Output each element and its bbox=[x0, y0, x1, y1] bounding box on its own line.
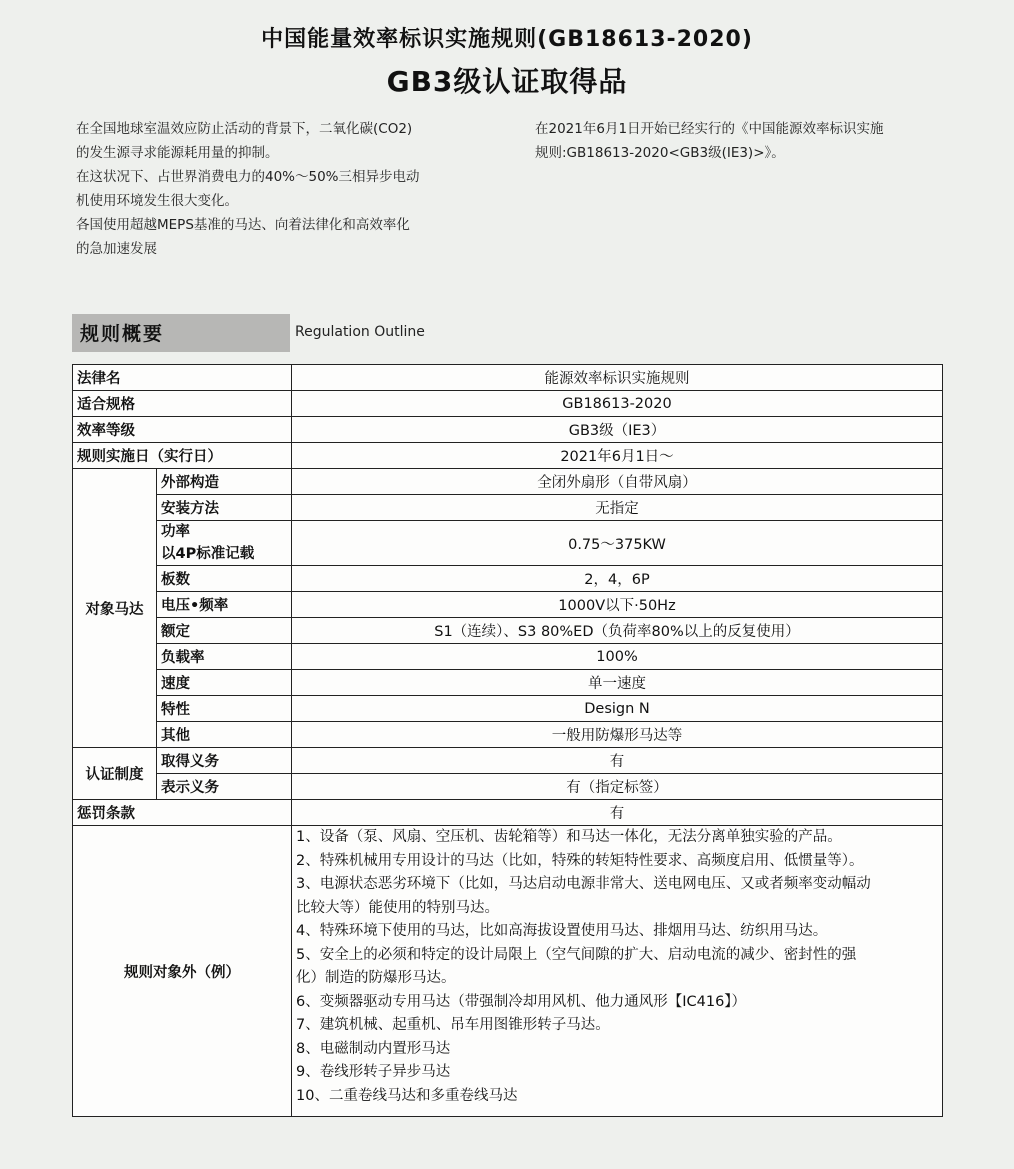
row-label bbox=[157, 521, 292, 566]
list-item: 10、二重卷线马达和多重卷线马达 bbox=[296, 1087, 518, 1104]
table-row bbox=[73, 644, 943, 670]
row-value: 能源效率标识实施规则 bbox=[292, 365, 943, 391]
list-item: 3、电源状态恶劣环境下（比如，马达启动电源非常大、送电网电压、又或者频率变动幅动 bbox=[296, 876, 871, 892]
row-label: 惩罚条款 bbox=[73, 800, 292, 826]
table-row bbox=[73, 469, 943, 495]
row-label-line: 以4P标准记载 bbox=[161, 546, 255, 562]
group-label-motor: 对象马达 bbox=[73, 469, 157, 748]
row-label: 额定 bbox=[157, 618, 292, 644]
row-label: 效率等级 bbox=[73, 417, 292, 443]
intro-line: 的发生源寻求能源耗用量的抑制。 bbox=[76, 145, 279, 161]
table-row bbox=[73, 443, 943, 469]
row-value: 单一速度 bbox=[292, 670, 943, 696]
table-row bbox=[73, 722, 943, 748]
row-label: 特性 bbox=[157, 696, 292, 722]
list-item: 5、安全上的必须和特定的设计局限上（空气间隙的扩大、启动电流的减少、密封性的强 bbox=[296, 946, 857, 963]
row-value: 有（指定标签） bbox=[292, 774, 943, 800]
row-value: 有 bbox=[292, 800, 943, 826]
intro-right-paragraph bbox=[535, 117, 955, 165]
row-label: 其他 bbox=[157, 722, 292, 748]
list-item: 1、设备（泵、风扇、空压机、齿轮箱等）和马达一体化，无法分离单独实验的产品。 bbox=[296, 829, 842, 845]
row-value: GB18613-2020 bbox=[292, 391, 943, 417]
row-label: 负载率 bbox=[157, 644, 292, 670]
row-label: 表示义务 bbox=[157, 774, 292, 800]
row-value: GB3级（IE3） bbox=[292, 417, 943, 443]
intro-line: 在2021年6月1日开始已经实行的《中国能源效率标识实施 bbox=[535, 121, 884, 137]
section-subtitle: Regulation Outline bbox=[295, 324, 425, 340]
table-row bbox=[73, 417, 943, 443]
row-value: Design N bbox=[292, 696, 943, 722]
row-value: 2021年6月1日～ bbox=[292, 443, 943, 469]
row-value: 100% bbox=[292, 644, 943, 670]
intro-line: 规则:GB18613-2020<GB3级(IE3)>》。 bbox=[535, 145, 785, 161]
table-row bbox=[73, 826, 943, 1117]
section-title: 规则概要 bbox=[72, 314, 290, 352]
table-row bbox=[73, 365, 943, 391]
row-value: 2，4，6P bbox=[292, 566, 943, 592]
row-value: 有 bbox=[292, 748, 943, 774]
row-value: 无指定 bbox=[292, 495, 943, 521]
table-row bbox=[73, 696, 943, 722]
list-item: 7、建筑机械、起重机、吊车用图锥形转子马达。 bbox=[296, 1017, 610, 1033]
intro-line: 在全国地球室温效应防止活动的背景下，二氧化碳(CO2) bbox=[76, 121, 413, 137]
table-row bbox=[73, 495, 943, 521]
table-row bbox=[73, 748, 943, 774]
table-row bbox=[73, 800, 943, 826]
intro-line: 的急加速发展 bbox=[76, 241, 157, 257]
document-title: 中国能量效率标识实施规则(GB18613-2020) bbox=[261, 27, 753, 52]
list-item: 化）制造的防爆形马达。 bbox=[296, 970, 456, 986]
row-label: 取得义务 bbox=[157, 748, 292, 774]
row-value: S1（连续）、S3 80%ED（负荷率80%以上的反复使用） bbox=[292, 618, 943, 644]
list-item: 2、特殊机械用专用设计的马达（比如，特殊的转矩特性要求、高频度启用、低惯量等）。 bbox=[296, 852, 864, 869]
row-label: 适合规格 bbox=[73, 391, 292, 417]
row-label: 板数 bbox=[157, 566, 292, 592]
group-label-certification: 认证制度 bbox=[73, 748, 157, 800]
document-subtitle: GB3级认证取得品 bbox=[386, 65, 628, 98]
row-label: 速度 bbox=[157, 670, 292, 696]
list-item: 6、变频器驱动专用马达（带强制冷却用风机、他力通风形【IC416】） bbox=[296, 993, 747, 1010]
table-row bbox=[73, 521, 943, 566]
table-row bbox=[73, 391, 943, 417]
row-value: 一般用防爆形马达等 bbox=[292, 722, 943, 748]
table-row bbox=[73, 618, 943, 644]
regulation-table bbox=[72, 364, 943, 1117]
row-label: 规则实施日（实行日） bbox=[73, 443, 292, 469]
row-label: 外部构造 bbox=[157, 469, 292, 495]
intro-left-paragraph bbox=[76, 117, 496, 261]
list-item: 9、卷线形转子异步马达 bbox=[296, 1064, 451, 1080]
row-value: 1000V以下·50Hz bbox=[292, 592, 943, 618]
list-item: 比较大等）能使用的特别马达。 bbox=[296, 899, 499, 916]
row-value: 0.75～375KW bbox=[292, 521, 943, 566]
intro-line: 各国使用超越MEPS基准的马达、向着法律化和高效率化 bbox=[76, 217, 410, 233]
row-label: 法律名 bbox=[73, 365, 292, 391]
row-label-line: 功率 bbox=[161, 524, 190, 540]
table-row bbox=[73, 592, 943, 618]
row-label-exclusions: 规则对象外（例） bbox=[73, 826, 292, 1117]
intro-line: 在这状况下、占世界消费电力的40%〜50%三相异步电动 bbox=[76, 169, 420, 185]
intro-line: 机使用环境发生很大变化。 bbox=[76, 193, 238, 209]
table-row bbox=[73, 774, 943, 800]
table-row bbox=[73, 566, 943, 592]
list-item: 8、电磁制动内置形马达 bbox=[296, 1040, 451, 1057]
table-row bbox=[73, 670, 943, 696]
row-label: 电压•频率 bbox=[157, 592, 292, 618]
exclusions-list bbox=[292, 826, 943, 1117]
list-item: 4、特殊环境下使用的马达，比如高海拔设置使用马达、排烟用马达、纺织用马达。 bbox=[296, 923, 828, 939]
row-label: 安装方法 bbox=[157, 495, 292, 521]
row-value: 全闭外扇形（自带风扇） bbox=[292, 469, 943, 495]
